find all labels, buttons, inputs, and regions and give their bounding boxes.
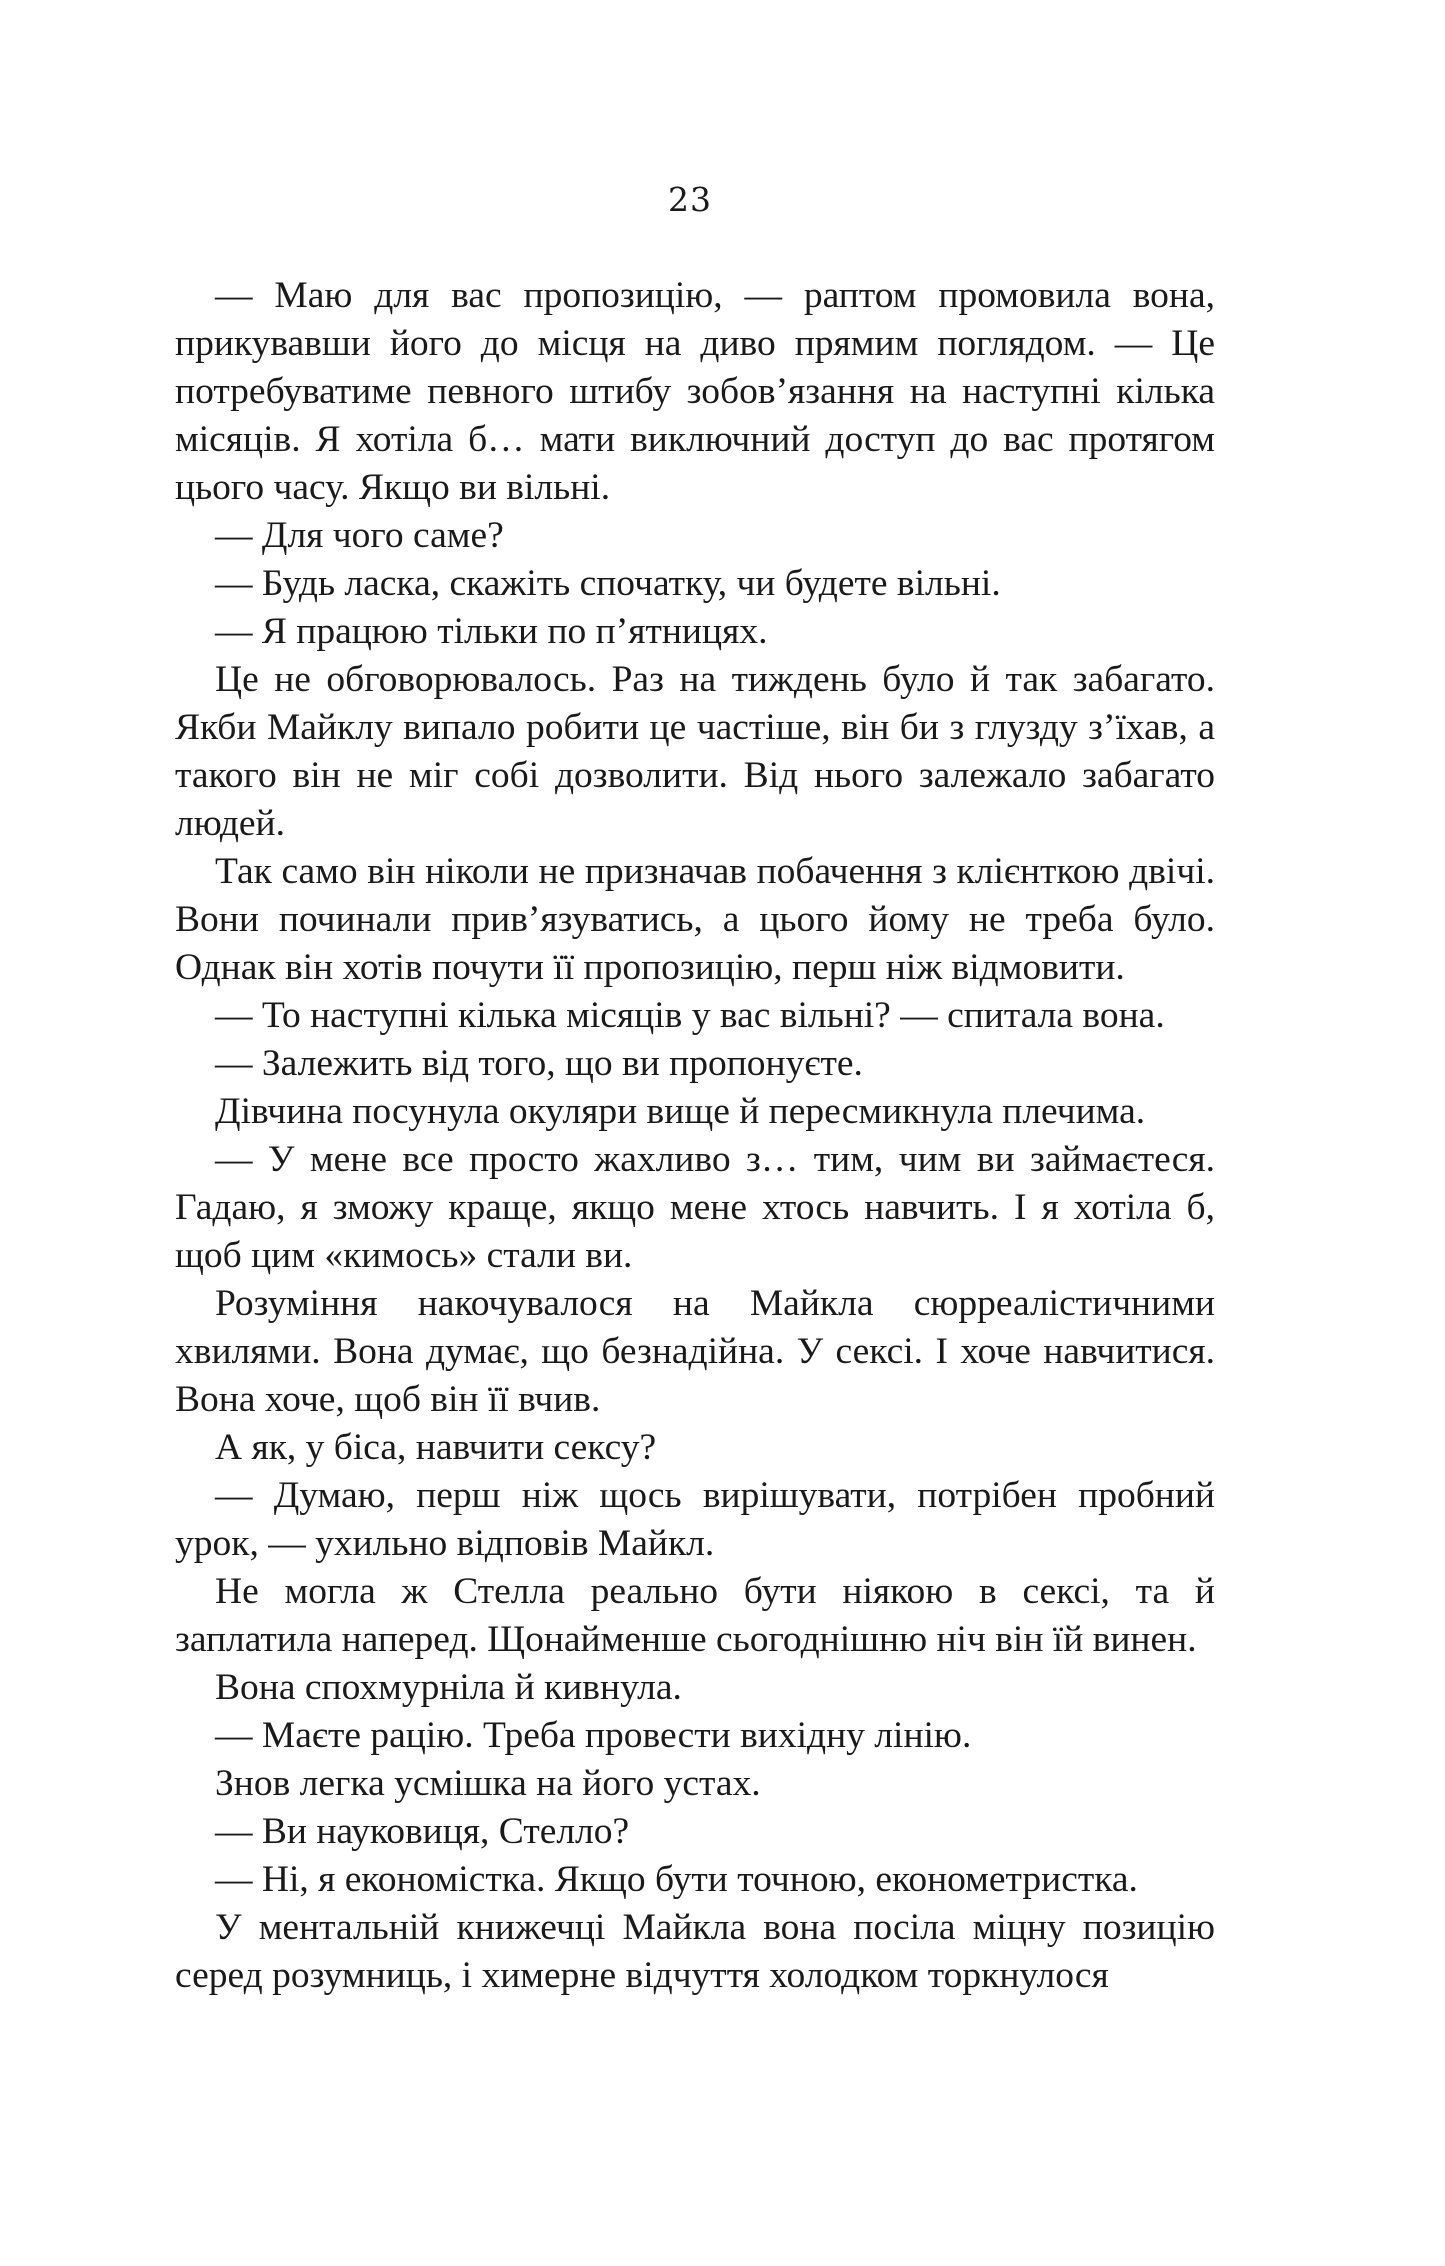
paragraph: Знов легка усмішка на його устах. [215,1763,761,1804]
paragraph: — Будь ласка, скажіть спочатку, чи будете вільні. [215,563,1001,604]
paragraph: — Для чого саме? [215,515,504,556]
paragraph: — У мене все просто жахливо з… тим, чим ви займаєтеся. Гадаю, я зможу краще, якщо мене хтось навчить. І я хотіла б, щоб цим «кимось» стали ви. [175,1139,1215,1276]
paragraph: А як, у біса, навчити сексу? [215,1427,657,1468]
paragraph: Розуміння накочувалося на Майкла сюрреалістичними хвилями. Вона думає, що безнадійна. У сексі. І хоче навчитися. Вона хоче, щоб він її вчив. [175,1283,1215,1420]
paragraph: Не могла ж Стелла реально бути ніякою в сексі, та й заплатила наперед. Щонайменше сьогоднішню ніч він їй винен. [175,1571,1215,1660]
paragraph: — Ви науковиця, Стелло? [215,1811,630,1852]
body-text [175,272,1215,2000]
paragraph: — Думаю, перш ніж щось вирішувати, потрібен пробний урок, — ухильно відповів Майкл. [175,1475,1215,1564]
paragraph: — Маю для вас пропозицію, — раптом промовила вона, прикувавши його до місця на диво прямим поглядом. — Це потребуватиме певного штибу зобов’язання на наступні кілька місяців. Я хотіла б… мати виключний доступ до вас протягом цього часу. Якщо ви вільні. [175,275,1215,508]
paragraph: Дівчина посунула окуляри вище й пересмикнула плечима. [215,1091,1146,1132]
paragraph: У ментальній книжечці Майкла вона посіла міцну позицію серед розумниць, і химерне відчуття холодком торкнулося [175,1907,1215,1996]
paragraph: Так само він ніколи не призначав побачення з клієнткою двічі. Вони починали прив’язуватись, а цього йому не треба було. Однак він хотів почути її пропозицію, перш ніж відмовити. [175,851,1215,988]
paragraph: — То наступні кілька місяців у вас вільні? — спитала вона. [215,995,1165,1036]
paragraph: Це не обговорювалось. Раз на тиждень було й так забагато. Якби Майклу випало робити це частіше, він би з глузду з’їхав, а такого він не міг собі дозволити. Від нього залежало забагато людей. [175,659,1215,844]
paragraph: — Залежить від того, що ви пропонуєте. [215,1043,863,1084]
page-number: 23 [668,180,712,219]
paragraph: — Маєте рацію. Треба провести вихідну лінію. [215,1715,972,1756]
paragraph: — Я працюю тільки по п’ятницях. [215,611,768,652]
paragraph: Вона спохмурніла й кивнула. [215,1667,682,1708]
paragraph: — Ні, я економістка. Якщо бути точною, економетристка. [215,1859,1138,1900]
